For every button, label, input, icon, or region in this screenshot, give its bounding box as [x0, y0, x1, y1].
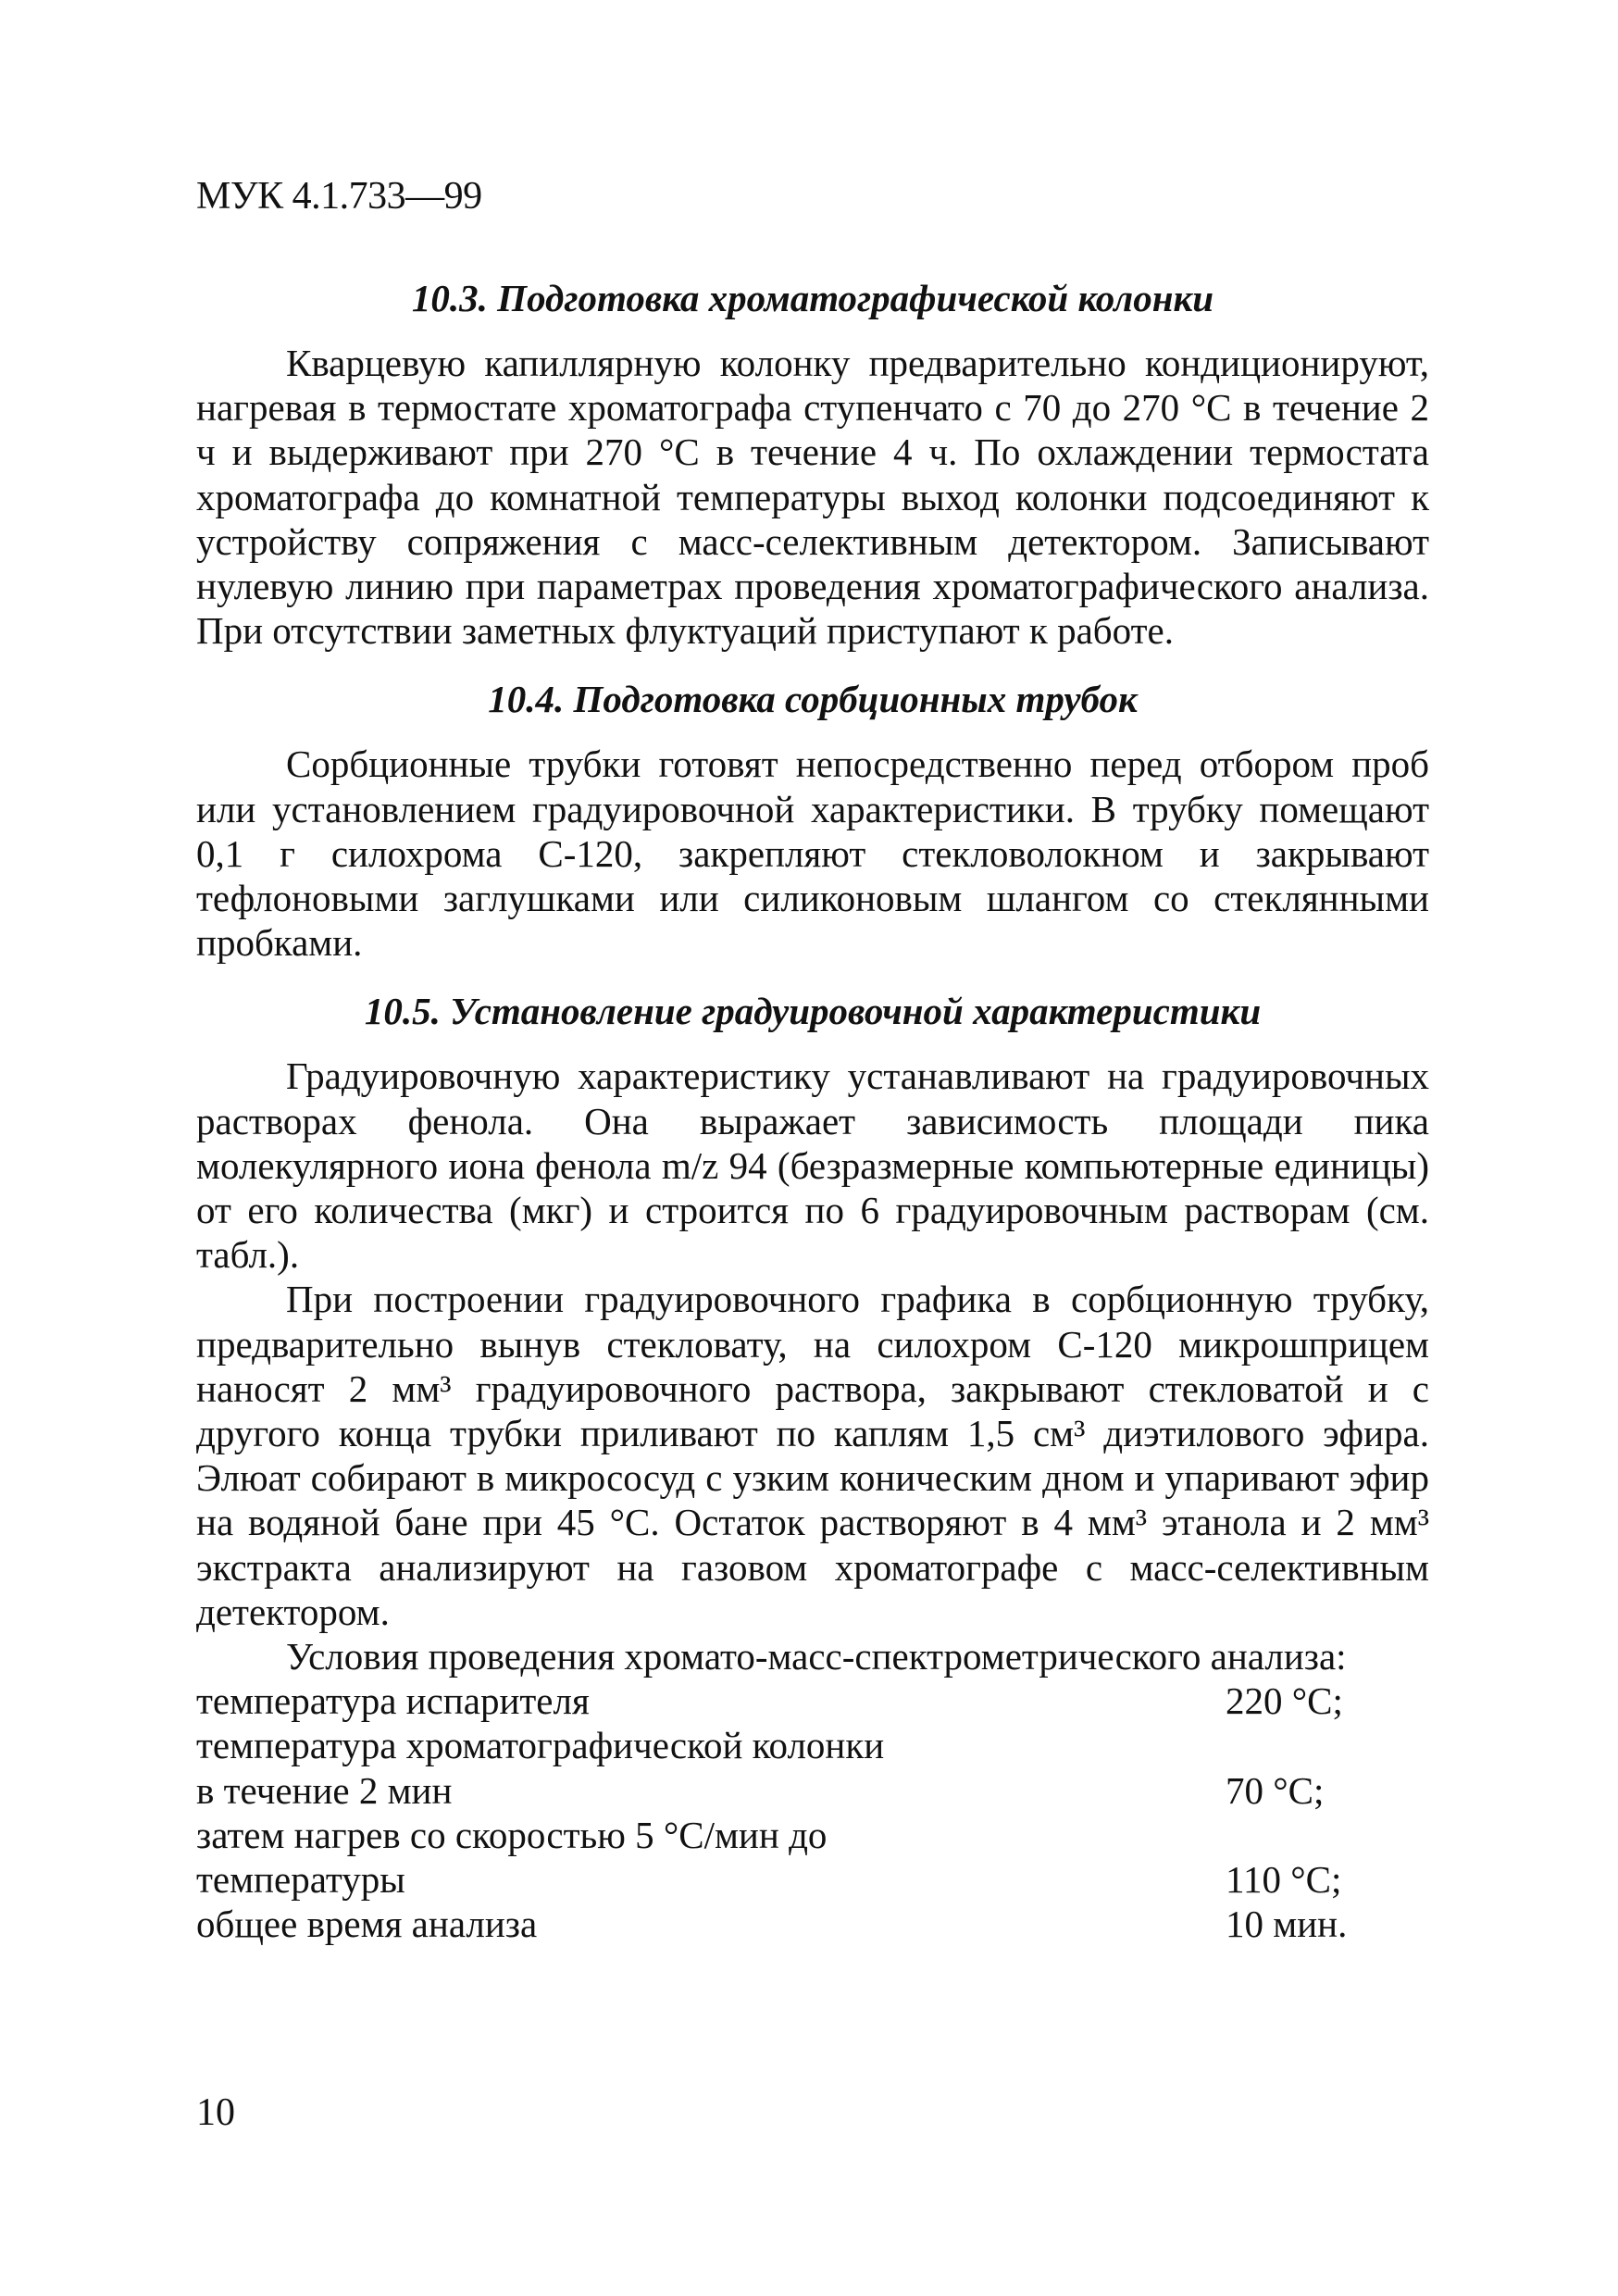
condition-value: 10 мин.: [1226, 1903, 1348, 1946]
paragraph: При построении градуировочного графика в сорбционную трубку, предварительно вынув стекловату, на силохром С-120 микрошприцем наносят 2 мм³ градуировочного раствора, закрывают стекловатой и с другого конца трубки приливают по каплям 1,5 см³ диэтилового эфира. Элюат собирают в микрососуд с узким коническим дном и упаривают эфир на водяной бане при 45 °С. Остаток растворяют в 4 мм³ этанола и 2 мм³ экстракта анализируют на газовом хроматографе с масс-селективным детектором.: [196, 1278, 1429, 1633]
page-content: [196, 276, 1429, 1947]
condition-row: [196, 1813, 1429, 1857]
section-title: 10.4. Подготовка сорбционных трубок: [488, 678, 1138, 721]
condition-label: температуры: [196, 1858, 405, 1902]
condition-value: 110 °С;: [1226, 1858, 1342, 1902]
document-code: МУК 4.1.733—99: [196, 175, 482, 218]
condition-value: 70 °С;: [1226, 1768, 1325, 1812]
condition-value: 220 °С;: [1226, 1679, 1343, 1723]
page-number: 10: [196, 2091, 235, 2134]
condition-label: затем нагрев со скоростью 5 °С/мин до: [196, 1813, 828, 1856]
condition-row: [196, 1723, 1429, 1767]
condition-row: [196, 1768, 1429, 1813]
paragraph: Условия проведения хромато-масс-спектрометрического анализа:: [286, 1635, 1347, 1678]
condition-row: [196, 1678, 1429, 1723]
paragraph: Кварцевую капиллярную колонку предварительно кондиционируют, нагревая в термостате хроматографа ступенчато с 70 до 270 °С в течение 2 ч и выдерживают при 270 °С в течение 4 ч. По охлаждении термостата хроматографа до комнатной температуры выход колонки подсоединяют к устройству сопряжения с масс-селективным детектором. Записывают нулевую линию при параметрах проведения хроматографического анализа. При отсутствии заметных флуктуаций приступают к работе.: [196, 342, 1429, 653]
condition-label: температура хроматографической колонки: [196, 1724, 885, 1767]
condition-label: в течение 2 мин: [196, 1768, 453, 1812]
condition-row: [196, 1857, 1429, 1902]
section-title: 10.5. Установление градуировочной характеристики: [364, 990, 1262, 1033]
condition-label: общее время анализа: [196, 1903, 538, 1946]
condition-row: [196, 1902, 1429, 1946]
section-title: 10.3. Подготовка хроматографической колонки: [411, 277, 1214, 319]
analysis-conditions: [196, 1678, 1429, 1946]
condition-label: температура испарителя: [196, 1679, 590, 1723]
paragraph: Сорбционные трубки готовят непосредственно перед отбором проб или установлением градуировочной характеристики. В трубку помещают 0,1 г силохрома С-120, закрепляют стекловолокном и закрывают тефлоновыми заглушками или силиконовым шлангом со стеклянными пробками.: [196, 742, 1429, 965]
paragraph: Градуировочную характеристику устанавливают на градуировочных растворах фенола. Она выражает зависимость площади пика молекулярного иона фенола m/z 94 (безразмерные компьютерные единицы) от его количества (мкг) и строится по 6 градуировочным растворам (см. табл.).: [196, 1054, 1429, 1277]
